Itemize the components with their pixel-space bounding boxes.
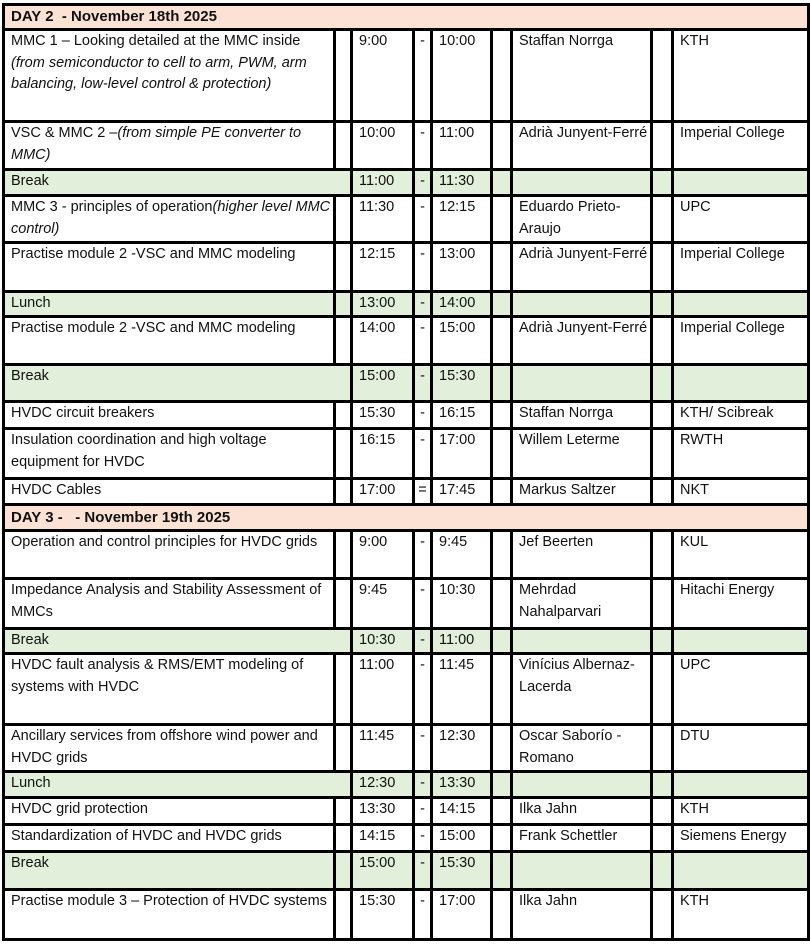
time-separator: - — [414, 196, 432, 243]
spacer-cell — [652, 825, 673, 852]
spacer-cell — [492, 890, 512, 940]
spacer-cell — [652, 852, 673, 890]
spacer-cell — [335, 890, 352, 940]
schedule-body — [4, 5, 809, 940]
time-separator: - — [414, 429, 432, 479]
session-title-cell — [4, 772, 352, 798]
session-title-cell — [4, 890, 335, 940]
affiliation: RWTH — [673, 429, 809, 479]
day-header-title: DAY 3 - - November 19th 2025 — [4, 505, 809, 531]
session-title-cell — [4, 365, 352, 402]
time-separator: - — [414, 292, 432, 317]
session-row — [4, 825, 809, 852]
time-separator: - — [414, 243, 432, 292]
session-row — [4, 479, 809, 505]
start-time: 14:15 — [352, 825, 414, 852]
spacer-cell — [652, 531, 673, 579]
end-time: 12:30 — [432, 725, 492, 772]
start-time: 15:30 — [352, 402, 414, 429]
spacer-cell — [335, 654, 352, 725]
start-time: 10:00 — [352, 122, 414, 170]
speaker-name: Vinícius Albernaz-Lacerda — [512, 654, 652, 725]
session-title: Insulation coordination and high voltage equipment for HVDC — [11, 432, 267, 470]
spacer-cell — [492, 243, 512, 292]
affiliation: UPC — [673, 196, 809, 243]
session-title-cell — [4, 122, 335, 170]
speaker-name — [512, 772, 652, 798]
day-header-row — [4, 5, 809, 30]
time-separator: - — [414, 890, 432, 940]
time-separator: - — [414, 365, 432, 402]
affiliation — [673, 170, 809, 196]
spacer-cell — [492, 292, 512, 317]
schedule-table — [2, 3, 810, 941]
session-title: HVDC circuit breakers — [11, 405, 155, 421]
spacer-cell — [492, 170, 512, 196]
session-row — [4, 317, 809, 365]
affiliation: NKT — [673, 479, 809, 505]
session-row — [4, 30, 809, 122]
spacer-cell — [492, 798, 512, 825]
session-title: Lunch — [11, 775, 51, 791]
affiliation: DTU — [673, 725, 809, 772]
spacer-cell — [652, 579, 673, 629]
session-title: Practise module 2 -VSC and MMC modeling — [11, 320, 296, 336]
affiliation: Siemens Energy — [673, 825, 809, 852]
spacer-cell — [335, 243, 352, 292]
session-title-cell — [4, 196, 335, 243]
end-time: 9:45 — [432, 531, 492, 579]
spacer-cell — [652, 798, 673, 825]
session-title-cell — [4, 629, 352, 654]
start-time: 12:15 — [352, 243, 414, 292]
break-row — [4, 852, 809, 890]
start-time: 14:00 — [352, 317, 414, 365]
session-row — [4, 122, 809, 170]
spacer-cell — [652, 429, 673, 479]
spacer-cell — [335, 402, 352, 429]
spacer-cell — [335, 852, 352, 890]
affiliation: KTH — [673, 30, 809, 122]
session-title-cell — [4, 798, 335, 825]
start-time: 9:00 — [352, 30, 414, 122]
spacer-cell — [492, 579, 512, 629]
affiliation: Imperial College — [673, 317, 809, 365]
session-note: (from simple PE converter to MMC) — [11, 125, 302, 163]
session-title-cell — [4, 852, 335, 890]
time-separator: - — [414, 852, 432, 890]
session-title: Practise module 2 -VSC and MMC modeling — [11, 246, 296, 262]
break-row — [4, 772, 809, 798]
start-time: 15:30 — [352, 890, 414, 940]
start-time: 15:00 — [352, 852, 414, 890]
start-time: 17:00 — [352, 479, 414, 505]
spacer-cell — [652, 292, 673, 317]
time-separator: - — [414, 170, 432, 196]
spacer-cell — [652, 629, 673, 654]
session-title-cell — [4, 243, 335, 292]
spacer-cell — [652, 170, 673, 196]
spacer-cell — [652, 772, 673, 798]
session-title: Break — [11, 855, 49, 871]
session-title-cell — [4, 654, 335, 725]
spacer-cell — [492, 122, 512, 170]
session-title-cell — [4, 579, 335, 629]
spacer-cell — [492, 531, 512, 579]
session-title: Break — [11, 368, 49, 384]
session-note: (higher level MMC control) — [11, 199, 331, 237]
time-separator: - — [414, 30, 432, 122]
time-separator: - — [414, 725, 432, 772]
affiliation: KTH — [673, 798, 809, 825]
end-time: 17:00 — [432, 890, 492, 940]
end-time: 11:00 — [432, 122, 492, 170]
end-time: 17:00 — [432, 429, 492, 479]
session-title: MMC 1 – Looking detailed at the MMC inside — [11, 33, 301, 49]
spacer-cell — [335, 30, 352, 122]
spacer-cell — [492, 30, 512, 122]
spacer-cell — [335, 825, 352, 852]
spacer-cell — [652, 122, 673, 170]
end-time: 15:00 — [432, 825, 492, 852]
session-note: (from semiconductor to cell to arm, PWM, arm balancing, low-level control & protection) — [11, 54, 307, 92]
start-time: 13:30 — [352, 798, 414, 825]
end-time: 11:00 — [432, 629, 492, 654]
affiliation — [673, 629, 809, 654]
session-title: Ancillary services from offshore wind power and HVDC grids — [11, 728, 318, 766]
session-title: HVDC fault analysis & RMS/EMT modeling of systems with HVDC — [11, 657, 304, 695]
break-row — [4, 365, 809, 402]
spacer-cell — [335, 531, 352, 579]
spacer-cell — [652, 317, 673, 365]
session-title-cell — [4, 402, 335, 429]
spacer-cell — [652, 196, 673, 243]
affiliation: Hitachi Energy — [673, 579, 809, 629]
session-row — [4, 243, 809, 292]
spacer-cell — [335, 798, 352, 825]
spacer-cell — [492, 772, 512, 798]
session-title: MMC 3 - principles of operation — [11, 199, 213, 215]
session-row — [4, 654, 809, 725]
time-separator: - — [414, 772, 432, 798]
affiliation: UPC — [673, 654, 809, 725]
spacer-cell — [492, 365, 512, 402]
session-title-cell — [4, 531, 335, 579]
end-time: 14:15 — [432, 798, 492, 825]
speaker-name: Oscar Saborío -Romano — [512, 725, 652, 772]
speaker-name: Jef Beerten — [512, 531, 652, 579]
session-row — [4, 725, 809, 772]
affiliation — [673, 852, 809, 890]
time-separator: - — [414, 825, 432, 852]
session-title: Practise module 3 – Protection of HVDC systems — [11, 893, 327, 909]
spacer-cell — [652, 725, 673, 772]
session-row — [4, 531, 809, 579]
speaker-name: Eduardo Prieto-Araujo — [512, 196, 652, 243]
start-time: 9:45 — [352, 579, 414, 629]
session-title-cell — [4, 170, 352, 196]
day-header-title: DAY 2 - November 18th 2025 — [4, 5, 809, 30]
affiliation — [673, 772, 809, 798]
session-title-cell — [4, 825, 335, 852]
speaker-name — [512, 292, 652, 317]
spacer-cell — [492, 317, 512, 365]
break-row — [4, 292, 809, 317]
time-separator: - — [414, 531, 432, 579]
end-time: 15:30 — [432, 852, 492, 890]
session-row — [4, 890, 809, 940]
time-separator: = — [414, 479, 432, 505]
spacer-cell — [335, 579, 352, 629]
time-separator: - — [414, 402, 432, 429]
affiliation: KUL — [673, 531, 809, 579]
end-time: 10:00 — [432, 30, 492, 122]
session-row — [4, 429, 809, 479]
session-row — [4, 196, 809, 243]
end-time: 16:15 — [432, 402, 492, 429]
spacer-cell — [652, 243, 673, 292]
start-time: 11:00 — [352, 654, 414, 725]
end-time: 10:30 — [432, 579, 492, 629]
end-time: 12:15 — [432, 196, 492, 243]
spacer-cell — [335, 292, 352, 317]
spacer-cell — [492, 402, 512, 429]
start-time: 10:30 — [352, 629, 414, 654]
speaker-name — [512, 852, 652, 890]
spacer-cell — [652, 890, 673, 940]
speaker-name: Adrià Junyent-Ferré — [512, 243, 652, 292]
start-time: 16:15 — [352, 429, 414, 479]
speaker-name: Staffan Norrga — [512, 30, 652, 122]
session-title-cell — [4, 317, 335, 365]
end-time: 13:00 — [432, 243, 492, 292]
session-title-cell — [4, 429, 335, 479]
break-row — [4, 170, 809, 196]
time-separator: - — [414, 317, 432, 365]
session-title: HVDC grid protection — [11, 801, 148, 817]
speaker-name: Mehrdad Nahalparvari — [512, 579, 652, 629]
affiliation — [673, 365, 809, 402]
spacer-cell — [492, 479, 512, 505]
session-title: Standardization of HVDC and HVDC grids — [11, 828, 282, 844]
speaker-name: Markus Saltzer — [512, 479, 652, 505]
start-time: 9:00 — [352, 531, 414, 579]
spacer-cell — [335, 479, 352, 505]
speaker-name: Adrià Junyent-Ferré — [512, 317, 652, 365]
speaker-name — [512, 170, 652, 196]
spacer-cell — [652, 402, 673, 429]
session-title-cell — [4, 479, 335, 505]
session-title-cell — [4, 30, 335, 122]
spacer-cell — [652, 654, 673, 725]
end-time: 14:00 — [432, 292, 492, 317]
spacer-cell — [335, 196, 352, 243]
speaker-name: Frank Schettler — [512, 825, 652, 852]
spacer-cell — [492, 429, 512, 479]
end-time: 15:30 — [432, 365, 492, 402]
session-row — [4, 579, 809, 629]
speaker-name: Ilka Jahn — [512, 890, 652, 940]
start-time: 15:00 — [352, 365, 414, 402]
spacer-cell — [652, 365, 673, 402]
session-title: Break — [11, 632, 49, 648]
spacer-cell — [335, 317, 352, 365]
spacer-cell — [335, 429, 352, 479]
spacer-cell — [492, 725, 512, 772]
session-title-cell — [4, 725, 335, 772]
end-time: 11:30 — [432, 170, 492, 196]
speaker-name: Ilka Jahn — [512, 798, 652, 825]
spacer-cell — [492, 825, 512, 852]
affiliation: Imperial College — [673, 122, 809, 170]
speaker-name: Staffan Norrga — [512, 402, 652, 429]
session-title: Lunch — [11, 295, 51, 311]
time-separator: - — [414, 629, 432, 654]
session-title: HVDC Cables — [11, 482, 102, 498]
spacer-cell — [652, 479, 673, 505]
session-title: VSC & MMC 2 – — [11, 125, 118, 141]
start-time: 11:45 — [352, 725, 414, 772]
spacer-cell — [492, 196, 512, 243]
affiliation — [673, 292, 809, 317]
session-title: Operation and control principles for HVDC grids — [11, 534, 318, 550]
spacer-cell — [492, 654, 512, 725]
start-time: 11:00 — [352, 170, 414, 196]
affiliation: Imperial College — [673, 243, 809, 292]
spacer-cell — [335, 725, 352, 772]
time-separator: - — [414, 654, 432, 725]
spacer-cell — [652, 30, 673, 122]
time-separator: - — [414, 798, 432, 825]
start-time: 13:00 — [352, 292, 414, 317]
start-time: 12:30 — [352, 772, 414, 798]
session-title-cell — [4, 292, 335, 317]
end-time: 17:45 — [432, 479, 492, 505]
break-row — [4, 629, 809, 654]
affiliation: KTH — [673, 890, 809, 940]
end-time: 11:45 — [432, 654, 492, 725]
speaker-name — [512, 365, 652, 402]
speaker-name — [512, 629, 652, 654]
spacer-cell — [492, 852, 512, 890]
time-separator: - — [414, 579, 432, 629]
time-separator: - — [414, 122, 432, 170]
session-row — [4, 798, 809, 825]
spacer-cell — [335, 122, 352, 170]
speaker-name: Adrià Junyent-Ferré — [512, 122, 652, 170]
end-time: 13:30 — [432, 772, 492, 798]
day-header-row — [4, 505, 809, 531]
session-title: Impedance Analysis and Stability Assessment of MMCs — [11, 582, 322, 620]
speaker-name: Willem Leterme — [512, 429, 652, 479]
start-time: 11:30 — [352, 196, 414, 243]
spacer-cell — [492, 629, 512, 654]
affiliation: KTH/ Scibreak — [673, 402, 809, 429]
session-row — [4, 402, 809, 429]
session-title: Break — [11, 173, 49, 189]
end-time: 15:00 — [432, 317, 492, 365]
